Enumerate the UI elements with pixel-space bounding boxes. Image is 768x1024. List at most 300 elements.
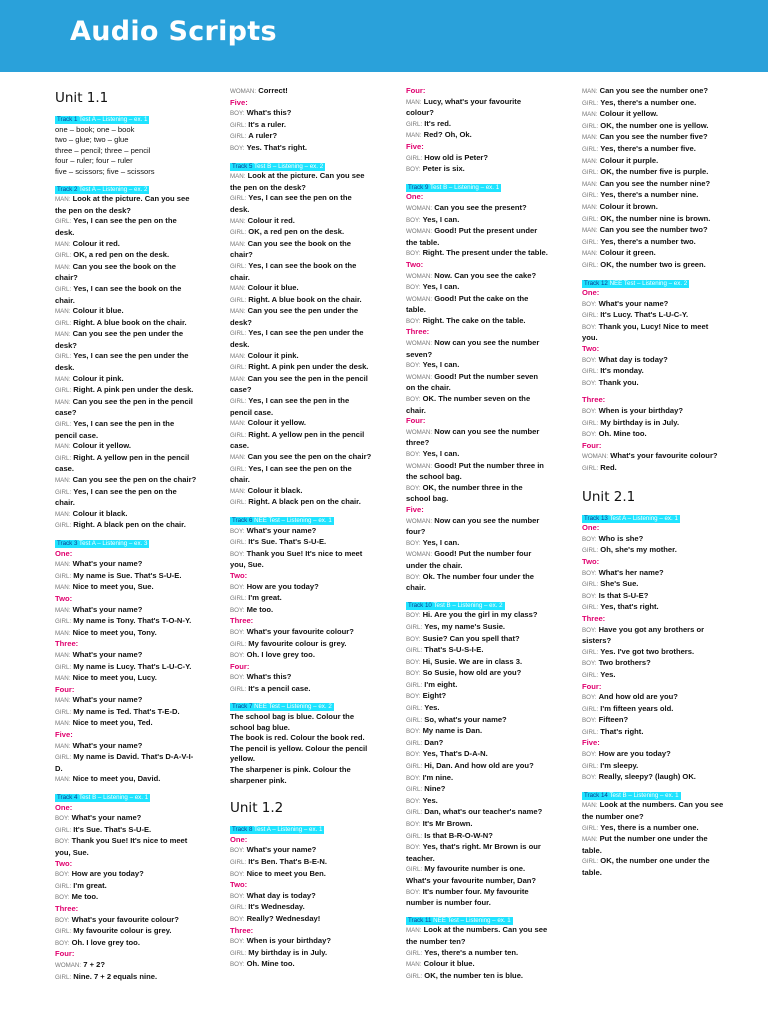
dialogue-text: Can you see the number two?: [599, 225, 708, 235]
script-line: [406, 572, 548, 594]
script-line: [582, 545, 724, 557]
script-line: [582, 856, 724, 878]
script-line: [582, 692, 724, 704]
dialogue-text: When is your birthday?: [598, 406, 683, 416]
dialogue-text: OK, the number five is purple.: [600, 167, 709, 177]
script-line: [582, 800, 724, 822]
speaker-label: MAN:: [55, 477, 71, 484]
track-number: Track 4: [57, 794, 78, 802]
script-line: [230, 351, 372, 363]
dialogue-text: Eight?: [422, 691, 447, 701]
dialogue-text: My name is Lucy. That's L-U-C-Y.: [73, 661, 192, 671]
track-test-name: Test A – Listening – ex. 2: [79, 185, 148, 193]
dialogue-text: Can you see the book on the chair?: [55, 261, 176, 283]
script-line: [230, 936, 372, 948]
dialogue-text: Yes. That's right.: [246, 142, 308, 152]
script-line: [406, 738, 548, 750]
dialogue-text: Yes, I can.: [422, 449, 460, 458]
speaker-label: GIRL:: [55, 218, 72, 226]
script-line: [582, 772, 724, 784]
part-heading: Two:: [230, 570, 248, 580]
script-line: [406, 538, 548, 550]
part-heading: One:: [55, 548, 73, 558]
track-label: [406, 917, 513, 925]
script-line: [406, 773, 548, 785]
speaker-label: GIRL:: [406, 154, 423, 162]
speaker-label: GIRL:: [230, 229, 247, 237]
script-line: [55, 167, 197, 178]
script-line: [230, 86, 372, 98]
script-line: [55, 662, 197, 674]
speaker-label: BOY:: [582, 408, 597, 416]
dialogue-text: That's right.: [600, 726, 644, 736]
script-line: [230, 891, 372, 903]
dialogue-text: Yes, I can see the pen in the pencil case.: [230, 396, 350, 417]
speaker-label: GIRL:: [55, 387, 72, 395]
dialogue-text: It's red.: [424, 118, 452, 128]
dialogue-text: Nice to meet you, Lucy.: [72, 673, 157, 683]
speaker-label: MAN:: [406, 132, 422, 140]
script-line: [406, 294, 548, 316]
part-heading: Two:: [55, 858, 73, 868]
dialogue-text: Oh. I love grey too.: [71, 937, 140, 947]
speaker-label: MAN:: [55, 675, 71, 683]
script-line: [582, 156, 724, 168]
dialogue-text: Fifteen?: [598, 715, 629, 725]
speaker-label: BOY:: [406, 396, 421, 404]
dialogue-text: Yes, I can see the pen on the desk.: [230, 193, 352, 214]
script-line: [406, 715, 548, 727]
dialogue-text: Yes, there's a number two.: [600, 236, 696, 246]
speaker-label: BOY:: [582, 717, 597, 725]
track-number: Track 12: [584, 279, 608, 287]
part-heading: Four:: [55, 949, 75, 959]
script-line: [406, 248, 548, 260]
dialogue-text: OK, a red pen on the desk.: [73, 250, 170, 260]
unit-heading: Unit 1.2: [230, 800, 284, 817]
speaker-label: GIRL:: [55, 663, 72, 671]
dialogue-text: My name is Tony. That's T-O-N-Y.: [73, 616, 192, 626]
script-line: [55, 318, 197, 330]
dialogue-text: Thank you, Lucy! Nice to meet you.: [582, 321, 709, 343]
dialogue-text: Right. A pink pen under the desk.: [248, 362, 369, 372]
speaker-label: MAN:: [582, 802, 598, 810]
dialogue-text: Yes, there's a number five.: [600, 143, 696, 153]
script-column-3: [406, 86, 548, 982]
speaker-label: MAN:: [582, 88, 598, 95]
speaker-label: BOY:: [582, 356, 597, 364]
speaker-label: MAN:: [55, 606, 71, 614]
script-line: [582, 86, 724, 98]
speaker-label: MAN:: [55, 697, 71, 705]
speaker-label: GIRL:: [582, 145, 599, 153]
speaker-label: MAN:: [55, 561, 71, 569]
dialogue-text: What day is today?: [246, 890, 316, 900]
speaker-label: MAN:: [582, 203, 598, 211]
dialogue-text: What's your name?: [72, 695, 143, 705]
script-line: [230, 143, 372, 155]
speaker-label: BOY:: [406, 888, 421, 896]
speaker-label: GIRL:: [230, 121, 247, 129]
speaker-label: WOMAN:: [406, 204, 433, 212]
script-line: [406, 97, 548, 119]
dialogue-text: Right. A pink pen under the desk.: [73, 385, 194, 395]
dialogue-text: Nice to meet you, Tony.: [72, 627, 157, 637]
speaker-label: GIRL:: [582, 728, 599, 736]
part-heading: Two:: [230, 880, 248, 890]
speaker-label: MAN:: [230, 352, 246, 360]
speaker-label: BOY:: [582, 660, 597, 668]
script-line: [582, 727, 724, 739]
track-test-name: NEE Test – Listening – ex. 1: [254, 516, 332, 524]
track-test-name: Test B – Listening – ex. 1: [609, 791, 679, 799]
speaker-label: GIRL:: [230, 195, 247, 203]
speaker-label: WOMAN:: [406, 272, 433, 280]
dialogue-text: The book is red. Colour the book red.: [230, 733, 365, 743]
speaker-label: GIRL:: [55, 285, 72, 293]
script-line: [55, 605, 197, 617]
script-line: [230, 712, 372, 733]
speaker-label: BOY:: [582, 626, 597, 634]
speaker-label: GIRL:: [406, 623, 423, 631]
dialogue-text: What's your name?: [246, 525, 317, 535]
speaker-label: GIRL:: [55, 353, 72, 361]
speaker-label: BOY:: [406, 728, 421, 736]
dialogue-text: Yes, That's D-A-N.: [422, 749, 488, 759]
script-line: [406, 449, 548, 461]
dialogue-text: My favourite number is one. What's your favourite number, Dan?: [406, 864, 537, 885]
speaker-label: MAN:: [230, 454, 246, 461]
script-line: [582, 761, 724, 773]
speaker-label: BOY:: [55, 871, 70, 879]
dialogue-text: Yes, I can.: [422, 282, 460, 292]
script-line: [582, 647, 724, 659]
dialogue-text: Oh, she's my mother.: [600, 545, 677, 555]
dialogue-text: Right. A yellow pen in the pencil case.: [55, 452, 190, 474]
script-line: [55, 385, 197, 397]
script-line: [55, 836, 197, 858]
script-line: [406, 394, 548, 416]
script-line: [230, 537, 372, 549]
script-line: [230, 374, 372, 396]
dialogue-text: Thank you.: [598, 377, 639, 387]
speaker-label: MAN:: [55, 263, 71, 271]
part-heading: Three:: [406, 327, 430, 337]
track-label: [230, 826, 324, 834]
script-line: [582, 463, 724, 475]
part-heading: One:: [406, 192, 424, 202]
dialogue-text: Yes, I can see the book on the chair.: [55, 283, 182, 305]
dialogue-text: Yes, I can see the pen on the chair.: [55, 486, 177, 508]
dialogue-text: Good! Put the cake on the table.: [406, 293, 529, 315]
dialogue-text: How old is Peter?: [424, 152, 489, 162]
speaker-label: BOY:: [406, 658, 421, 666]
dialogue-text: So Susie, how old are you?: [422, 668, 522, 678]
script-line: [55, 869, 197, 881]
script-line: [230, 857, 372, 869]
speaker-label: GIRL:: [582, 99, 599, 107]
dialogue-text: Nice to meet you, David.: [72, 774, 161, 784]
dialogue-text: The pencil is yellow. Colour the pencil yellow.: [230, 743, 368, 764]
speaker-label: GIRL:: [582, 215, 599, 223]
dialogue-text: Nice to meet you, Ted.: [72, 718, 153, 728]
script-line: [406, 761, 548, 773]
speaker-label: GIRL:: [406, 972, 423, 980]
dialogue-text: Yes, I can.: [422, 360, 460, 370]
dialogue-text: My birthday is in July.: [600, 417, 680, 427]
dialogue-text: 7 + 2?: [83, 959, 105, 969]
speaker-label: MAN:: [582, 111, 598, 119]
speaker-label: GIRL:: [55, 319, 72, 327]
dialogue-text: My name is Dan.: [422, 726, 483, 736]
dialogue-text: OK, the number three in the school bag.: [406, 482, 523, 504]
script-line: [582, 167, 724, 179]
dialogue-text: Nine?: [424, 784, 446, 794]
script-line: [406, 610, 548, 622]
dialogue-text: Red? Oh, Ok.: [423, 130, 472, 140]
speaker-label: MAN:: [230, 487, 246, 495]
speaker-label: GIRL:: [230, 949, 247, 957]
script-line: [406, 622, 548, 634]
speaker-label: GIRL:: [582, 261, 599, 269]
dialogue-text: Dan, what's our teacher's name?: [424, 807, 543, 817]
speaker-label: BOY:: [55, 939, 70, 947]
speaker-label: WOMAN:: [406, 517, 433, 525]
script-line: [230, 227, 372, 239]
script-line: [230, 108, 372, 120]
part-heading: Three:: [55, 639, 79, 649]
script-line: [582, 823, 724, 835]
track-label: [406, 602, 505, 610]
speaker-label: GIRL:: [230, 296, 247, 304]
speaker-label: BOY:: [406, 166, 421, 174]
speaker-label: BOY:: [582, 535, 597, 543]
track-row: [55, 532, 197, 549]
part-heading: Five:: [230, 97, 248, 107]
dialogue-text: three – pencil; three – pencil: [55, 145, 151, 155]
dialogue-text: two – glue; two – glue: [55, 135, 129, 145]
dialogue-text: Can you see the pen on the chair?: [247, 452, 372, 461]
dialogue-text: Colour it red.: [72, 238, 120, 248]
speaker-label: BOY:: [230, 847, 245, 855]
dialogue-text: Yes, my name's Susie.: [424, 621, 506, 631]
track-row: [406, 909, 548, 926]
speaker-label: MAN:: [406, 98, 422, 106]
script-line: [230, 549, 372, 571]
dialogue-text: Have you got any brothers or sisters?: [582, 624, 705, 646]
speaker-label: MAN:: [230, 420, 246, 428]
dialogue-text: Now. Can you see the cake?: [434, 270, 537, 280]
script-line: [55, 571, 197, 583]
dialogue-text: My birthday is in July.: [248, 947, 328, 957]
speaker-label: GIRL:: [230, 364, 247, 372]
script-line: [406, 360, 548, 372]
dialogue-text: Colour it pink.: [247, 350, 299, 360]
script-line: [230, 672, 372, 684]
part-heading: Two:: [582, 344, 600, 354]
dialogue-text: I'm great.: [73, 880, 107, 890]
speaker-label: GIRL:: [582, 312, 599, 320]
part-heading: One:: [582, 288, 600, 298]
dialogue-text: Right. A black pen on the chair.: [73, 520, 186, 530]
track-label: [55, 186, 149, 194]
speaker-label: BOY:: [55, 916, 70, 924]
speaker-label: BOY:: [230, 652, 245, 660]
dialogue-text: What's your name?: [72, 559, 143, 569]
script-line: [406, 372, 548, 394]
dialogue-text: four – ruler; four – ruler: [55, 156, 133, 166]
script-line: [55, 960, 197, 972]
dialogue-text: My favourite colour is grey.: [248, 638, 347, 648]
script-line: [582, 144, 724, 156]
dialogue-text: What's your name?: [72, 740, 143, 750]
track-number: Track 10: [408, 601, 432, 609]
speaker-label: BOY:: [230, 144, 245, 152]
dialogue-text: Colour it brown.: [599, 201, 658, 211]
script-line: [55, 892, 197, 904]
part-heading: Three:: [582, 395, 606, 405]
track-number: Track 2: [57, 185, 78, 193]
track-row: [230, 695, 372, 712]
dialogue-text: Oh. Mine too.: [246, 959, 295, 969]
script-line: [406, 427, 548, 449]
speaker-label: BOY:: [230, 110, 245, 118]
dialogue-text: Two brothers?: [598, 658, 651, 668]
dialogue-text: Can you see the pen under the desk?: [55, 329, 184, 350]
dialogue-text: Nice to meet you, Sue.: [72, 582, 154, 592]
track-label: [55, 116, 149, 124]
dialogue-text: Yes.: [422, 795, 438, 805]
dialogue-text: The sharpener is pink. Colour the sharpener pink.: [230, 765, 351, 785]
script-line: [582, 378, 724, 390]
dialogue-text: Right. The cake on the table.: [422, 315, 526, 325]
dialogue-text: What's your name?: [72, 649, 143, 659]
script-line: [582, 260, 724, 272]
speaker-label: WOMAN:: [406, 295, 433, 303]
dialogue-text: It's Lucy. That's L-U-C-Y.: [600, 310, 689, 320]
speaker-label: GIRL:: [230, 465, 247, 473]
script-line: [582, 310, 724, 322]
track-test-name: Test B – Listening – ex. 1: [79, 794, 149, 802]
speaker-label: BOY:: [406, 539, 421, 547]
script-line: [55, 509, 197, 521]
script-line: [55, 262, 197, 284]
speaker-label: GIRL:: [582, 122, 599, 130]
part-heading: Four:: [406, 416, 426, 426]
speaker-label: GIRL:: [230, 133, 247, 141]
script-line: [230, 869, 372, 881]
dialogue-text: My favourite colour is grey.: [73, 926, 172, 936]
dialogue-text: Oh. Mine too.: [598, 429, 647, 439]
speaker-label: GIRL:: [406, 809, 423, 817]
dialogue-text: Yes, there is a number one.: [600, 822, 699, 832]
script-line: [582, 568, 724, 580]
dialogue-text: Colour it yellow.: [72, 441, 131, 451]
page-title: Audio Scripts: [70, 16, 277, 47]
script-line: [230, 684, 372, 696]
speaker-label: GIRL:: [55, 522, 72, 530]
speaker-label: MAN:: [582, 250, 598, 258]
track-test-name: NEE Test – Listening – ex. 2: [609, 279, 688, 287]
script-line: [582, 132, 724, 144]
dialogue-text: Now can you see the number four?: [406, 515, 540, 537]
script-line: [55, 616, 197, 628]
dialogue-text: My name is David. That's D-A-V-I-D.: [55, 752, 194, 773]
script-line: [406, 634, 548, 646]
dialogue-text: Put the number one under the table.: [582, 834, 708, 855]
speaker-label: GIRL:: [582, 169, 599, 177]
dialogue-text: Right. A blue book on the chair.: [73, 317, 187, 327]
script-line: [55, 972, 197, 984]
script-line: [406, 831, 548, 843]
dialogue-text: What's this?: [246, 672, 292, 682]
track-label: [582, 515, 680, 523]
dialogue-text: Good! Put the number three in the school bag.: [406, 460, 544, 482]
dialogue-text: Right. The present under the table.: [422, 248, 548, 258]
speaker-label: BOY:: [582, 300, 597, 308]
track-test-name: NEE Test – Listening – ex. 1: [433, 916, 511, 924]
dialogue-text: What's your favourite colour?: [71, 914, 179, 924]
speaker-label: GIRL:: [55, 882, 72, 890]
speaker-label: BOY:: [582, 569, 597, 577]
track-row: [582, 272, 724, 289]
script-line: [55, 650, 197, 662]
dialogue-text: I'm sleepy.: [600, 760, 639, 770]
speaker-label: GIRL:: [230, 904, 247, 912]
track-label: [582, 792, 681, 800]
script-line: [406, 680, 548, 692]
script-line: [230, 328, 372, 350]
dialogue-text: What's your name?: [72, 604, 143, 614]
script-line: [230, 948, 372, 960]
track-label: [55, 540, 149, 548]
script-line: [55, 441, 197, 453]
dialogue-text: Look at the numbers. Can you see the number ten?: [406, 925, 548, 946]
dialogue-text: So, what's your name?: [424, 714, 507, 724]
script-line: [406, 119, 548, 131]
track-number: Track 5: [232, 162, 253, 170]
speaker-label: GIRL:: [406, 832, 423, 840]
script-line: [230, 959, 372, 971]
script-line: [406, 282, 548, 294]
speaker-label: MAN:: [230, 285, 246, 293]
script-line: [230, 582, 372, 594]
script-line: [582, 579, 724, 591]
speaker-label: GIRL:: [582, 368, 599, 376]
speaker-label: BOY:: [406, 635, 421, 643]
script-line: [55, 329, 197, 351]
dialogue-text: What's your name?: [598, 298, 669, 308]
script-line: [230, 362, 372, 374]
dialogue-text: Hi, Dan. And how old are you?: [424, 761, 534, 771]
script-line: [582, 121, 724, 133]
script-line: [55, 475, 197, 487]
dialogue-text: OK. The number seven on the chair.: [406, 394, 531, 415]
dialogue-text: Colour it yellow.: [247, 418, 306, 428]
speaker-label: BOY:: [582, 323, 597, 331]
script-line: [55, 306, 197, 318]
dialogue-text: Yes.: [424, 703, 440, 713]
speaker-label: MAN:: [230, 240, 246, 248]
speaker-label: GIRL:: [55, 252, 72, 260]
speaker-label: BOY:: [230, 938, 245, 946]
dialogue-text: Can you see the number five?: [599, 132, 708, 142]
script-line: [230, 120, 372, 132]
script-line: [55, 239, 197, 251]
speaker-label: GIRL:: [230, 539, 247, 547]
dialogue-text: Can you see the book on the chair?: [230, 238, 351, 260]
dialogue-text: It's a pencil case.: [248, 683, 311, 693]
